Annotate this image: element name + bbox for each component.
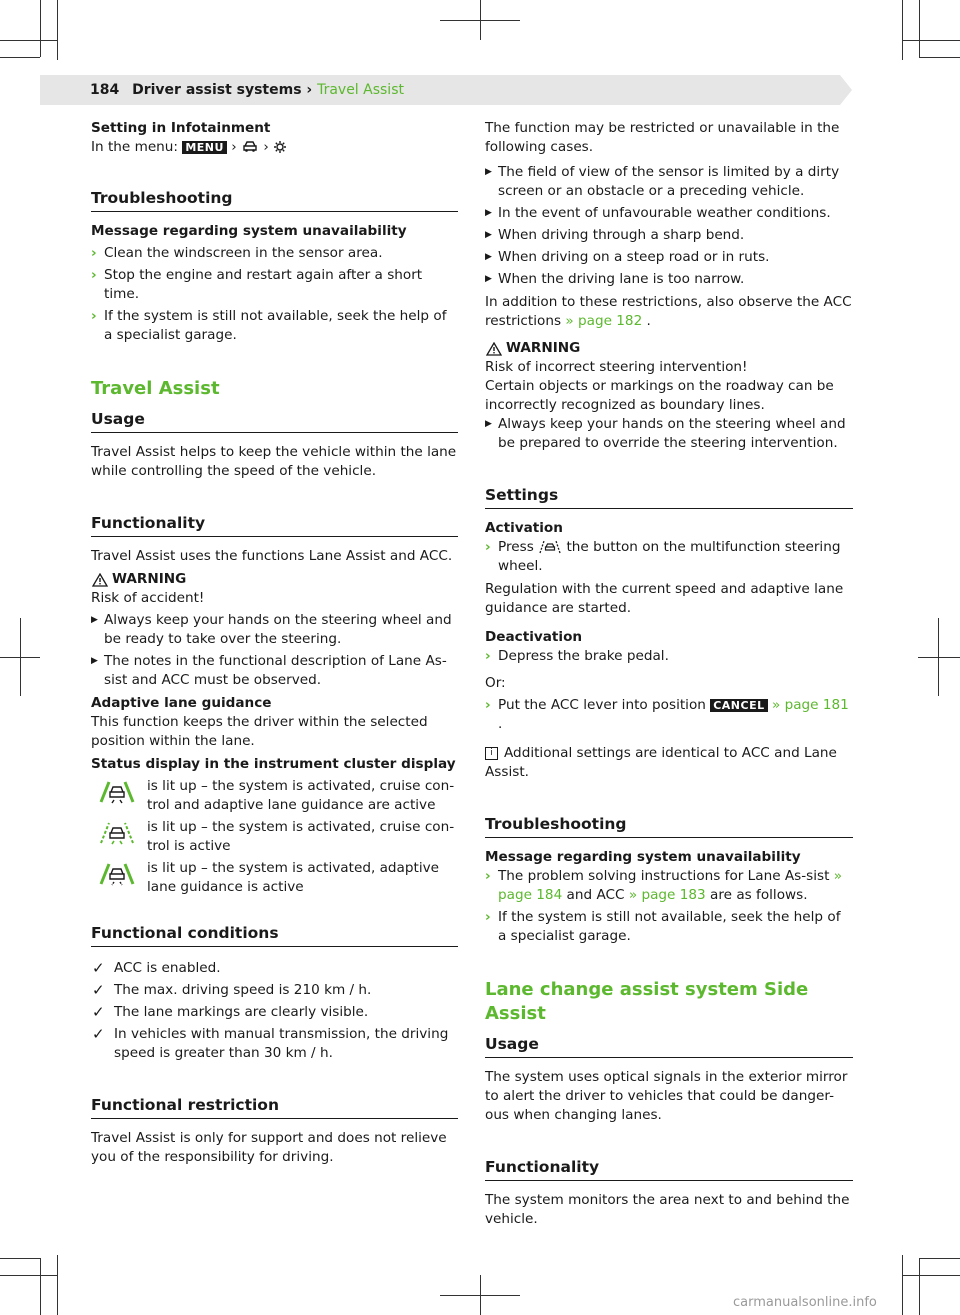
crop-mark xyxy=(0,40,57,41)
functionality-text: The system monitors the area next to and behind the vehicle. xyxy=(485,1192,850,1227)
restriction-item: ▶ When the driving lane is too narrow. xyxy=(485,271,745,287)
travel-assist-lane-guidance-icon xyxy=(97,862,137,886)
warning-triangle-icon xyxy=(486,342,502,356)
page-link[interactable]: » page 184 xyxy=(498,868,843,903)
unavailability-title: Message regarding system unavailability xyxy=(91,223,407,239)
restriction-text: Travel Assist is only for support and does not relieve you of the responsibility for driving. xyxy=(91,1130,447,1165)
crop-mark xyxy=(902,0,903,60)
left-column xyxy=(91,119,458,1167)
warning-label: WARNING xyxy=(91,570,458,589)
crop-mark xyxy=(440,20,520,21)
warning-text: Risk of incorrect steering intervention! xyxy=(485,359,748,375)
checkmark-icon: ✓ xyxy=(92,959,105,977)
warning-label: WARNING xyxy=(485,339,853,358)
page-number: 184 xyxy=(90,82,120,98)
breadcrumb-current: Travel Assist xyxy=(317,82,404,98)
list-item: › The problem solving instructions for Lane As-sist » page 184 and ACC » page 183 are as follows. xyxy=(485,868,843,903)
page-link[interactable]: » page 182 xyxy=(565,313,643,329)
adaptive-text: This function keeps the driver within the selected position within the lane. xyxy=(91,714,428,749)
checkmark-icon: ✓ xyxy=(92,1003,105,1021)
usage-text: Travel Assist helps to keep the vehicle within the lane while controlling the speed of the vehicle. xyxy=(91,444,457,479)
regulation-text: Regulation with the current speed and adaptive lane guidance are started. xyxy=(485,581,844,616)
deactivation-title: Deactivation xyxy=(485,629,583,645)
crop-mark xyxy=(902,1275,960,1276)
driver-assist-icon xyxy=(241,140,259,154)
warning-list-item: ▶ Always keep your hands on the steering wheel and be ready to take over the steering. xyxy=(91,612,452,647)
functional-restriction-heading: Functional restriction xyxy=(91,1095,458,1119)
usage-heading: Usage xyxy=(485,1034,853,1058)
crop-mark xyxy=(440,1295,520,1296)
checkmark-icon: ✓ xyxy=(92,981,105,999)
activation-item: › Press the button on the multifunction steering wheel. xyxy=(485,539,841,574)
warning-text: Risk of accident! xyxy=(91,590,205,606)
crop-mark xyxy=(919,57,960,58)
menu-path: In the menu: MENU › › xyxy=(91,138,458,157)
settings-wrench-icon xyxy=(273,140,287,154)
restriction-item: ▶ In the event of unfavourable weather conditions. xyxy=(485,205,831,221)
functional-conditions-heading: Functional conditions xyxy=(91,923,458,947)
crop-mark xyxy=(57,0,58,60)
crop-mark xyxy=(0,657,40,658)
unavailability-title: Message regarding system unavailability xyxy=(485,849,801,865)
crop-mark xyxy=(918,657,960,658)
warning-list-item: ▶ The notes in the functional description of Lane As-sist and ACC must be observed. xyxy=(91,653,447,688)
menu-key: MENU xyxy=(182,141,227,154)
travel-assist-cruise-icon xyxy=(97,821,137,845)
troubleshooting-heading: Troubleshooting xyxy=(91,188,458,212)
condition-item: ✓ The max. driving speed is 210 km / h. xyxy=(92,981,372,999)
restriction-item: ▶ When driving through a sharp bend. xyxy=(485,227,745,243)
condition-item: ✓ In vehicles with manual transmission, the driving speed is greater than 30 km / h. xyxy=(92,1025,449,1061)
breadcrumb-section[interactable]: Driver assist systems xyxy=(132,82,302,98)
settings-heading: Settings xyxy=(485,485,853,509)
travel-assist-button-icon xyxy=(538,540,562,554)
breadcrumb xyxy=(90,80,404,100)
restricted-intro: The function may be restricted or unavailable in the following cases. xyxy=(485,120,840,155)
status-item: is lit up – the system is activated, cruise con-trol is active xyxy=(91,818,458,856)
status-title: Status display in the instrument cluster display xyxy=(91,756,456,772)
condition-item: ✓ ACC is enabled. xyxy=(92,959,221,977)
adaptive-title: Adaptive lane guidance xyxy=(91,695,272,711)
acc-note: In addition to these restrictions, also observe the ACC restrictions » page 182 . xyxy=(485,294,852,329)
status-item: is lit up – the system is activated, cruise con-trol and adaptive lane guidance are active xyxy=(91,777,458,815)
list-item: › Stop the engine and restart again after a short time. xyxy=(91,267,423,302)
condition-item: ✓ The lane markings are clearly visible. xyxy=(92,1003,369,1021)
crop-mark xyxy=(40,1258,41,1315)
or-text: Or: xyxy=(485,675,506,691)
usage-heading: Usage xyxy=(91,409,458,433)
cancel-key: CANCEL xyxy=(710,699,767,712)
side-assist-title: Lane change assist system Side Assist xyxy=(485,979,809,1024)
restriction-item: ▶ When driving on a steep road or in ruts. xyxy=(485,249,770,265)
usage-text: The system uses optical signals in the exterior mirror to alert the driver to vehicles that could be danger-ous when changing lanes. xyxy=(485,1069,848,1123)
functionality-heading: Functionality xyxy=(485,1157,853,1181)
functionality-text: Travel Assist uses the functions Lane Assist and ACC. xyxy=(91,548,453,564)
crop-mark xyxy=(0,1258,40,1259)
crop-mark xyxy=(57,1255,58,1315)
crop-mark xyxy=(919,0,920,57)
watermark: carmanualsonline.info xyxy=(733,1295,877,1310)
restriction-item: ▶ The field of view of the sensor is limited by a dirty screen or an obstacle or a preceding vehicle. xyxy=(485,164,840,199)
list-item: › If the system is still not available, seek the help of a specialist garage. xyxy=(91,308,447,343)
page-link[interactable]: » page 183 xyxy=(628,887,706,903)
crop-mark xyxy=(40,0,41,57)
deactivation-item: › Depress the brake pedal. xyxy=(485,648,669,664)
list-item: › If the system is still not available, seek the help of a specialist garage. xyxy=(485,909,841,944)
functionality-heading: Functionality xyxy=(91,513,458,537)
activation-title: Activation xyxy=(485,520,563,536)
info-note: i Additional settings are identical to ACC and Lane Assist. xyxy=(485,745,837,780)
checkmark-icon: ✓ xyxy=(92,1025,105,1043)
travel-assist-title: Travel Assist xyxy=(91,378,220,399)
crop-mark xyxy=(902,40,960,41)
page-link[interactable]: » page 181 xyxy=(771,697,849,713)
crop-mark xyxy=(0,57,40,58)
crop-mark xyxy=(0,1275,57,1276)
warning-triangle-icon xyxy=(92,573,108,587)
crop-mark xyxy=(902,1255,903,1315)
warning-text: Certain objects or markings on the roadway can be incorrectly recognized as boundary lines. xyxy=(485,378,834,413)
crop-mark xyxy=(919,1258,960,1259)
list-item: › Clean the windscreen in the sensor area. xyxy=(91,245,383,261)
info-icon: i xyxy=(485,747,498,760)
crop-mark xyxy=(919,1258,920,1315)
status-item: is lit up – the system is activated, adaptive lane guidance is active xyxy=(91,859,458,897)
breadcrumb-separator: › xyxy=(306,82,313,98)
setting-title: Setting in Infotainment xyxy=(91,120,271,136)
warning-list-item: ▶ Always keep your hands on the steering wheel and be prepared to override the steering intervention. xyxy=(485,416,846,451)
right-column xyxy=(485,119,853,1229)
travel-assist-green-lanes-icon xyxy=(97,780,137,804)
troubleshooting-heading: Troubleshooting xyxy=(485,814,853,838)
cancel-item: › Put the ACC lever into position CANCEL » page 181 . xyxy=(485,697,849,732)
